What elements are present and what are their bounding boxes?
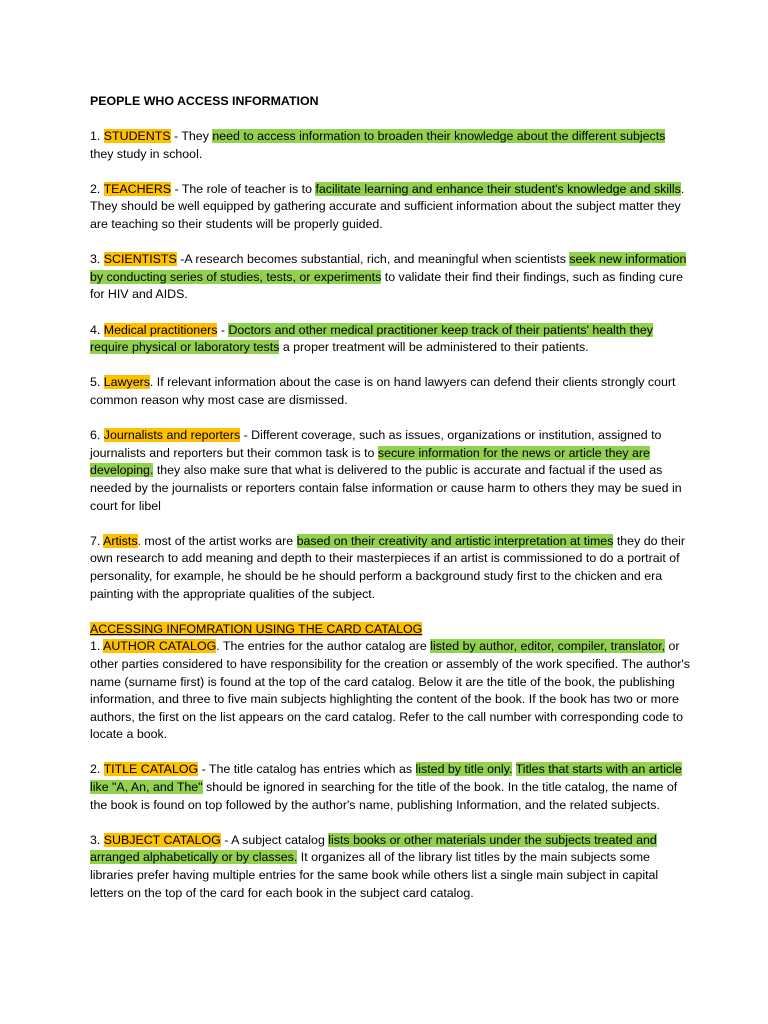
text-run: 2. [90, 762, 104, 777]
text-run: . If relevant information about the case is on hand lawyers can defend their clients strongly court common reason why most case are dismissed. [90, 375, 676, 407]
text-run: or other parties considered to have responsibility for the creation or assembly of the work specified. The author's name (surname first) is found at the top of the card catalog. Below it are the title of the book, the publishing information, and three to five main subjects highlighting the content of the book. If the book has two or more authors, the first on the list appears on the card catalog. Refer to the call number with corresponding code to locate a book. [90, 639, 690, 742]
text-run: 2. [90, 181, 104, 196]
highlighted-phrase: lists books or other materials under the subjects treated and arranged alphabetically or by classes. [90, 832, 657, 865]
text-run: - The role of teacher is to [171, 181, 316, 196]
text-run: It organizes all of the library list titles by the main subjects some libraries prefer having multiple entries for the same book while others list a single main subject in capital letters on the top of the card for each book in the subject card catalog. [90, 850, 659, 900]
highlighted-keyword: SCIENTISTS [103, 252, 177, 267]
paragraph [90, 181, 690, 234]
text-run: should be ignored in searching for the title of the book. In the title catalog, the name of the book is found on top followed by the author's name, publishing Information, and the related subjects. [90, 780, 678, 812]
text-run: a proper treatment will be administered to their patients. [279, 340, 589, 355]
paragraph [90, 621, 690, 744]
highlighted-keyword: TITLE CATALOG [103, 762, 199, 777]
highlighted-phrase: secure information for the news or article they are developing. [90, 445, 650, 478]
text-run: 6. [90, 428, 104, 443]
paragraph [90, 533, 690, 603]
highlighted-keyword: Medical practitioners [103, 322, 218, 337]
text-run: -A research becomes substantial, rich, and meaningful when scientists [176, 252, 570, 267]
document-body [90, 128, 690, 902]
text-run: - A subject catalog [220, 832, 329, 847]
document-title: PEOPLE WHO ACCESS INFORMATION [90, 94, 319, 108]
text-run: they study in school. [90, 146, 203, 161]
text-run: - The title catalog has entries which as [198, 762, 416, 777]
highlighted-keyword: Lawyers [103, 375, 150, 390]
text-run: 3. [90, 832, 104, 847]
paragraph [90, 427, 690, 515]
paragraph [90, 832, 690, 902]
highlighted-keyword: SUBJECT CATALOG [103, 832, 221, 847]
text-run: 7. [90, 533, 104, 548]
text-run: - They [170, 129, 213, 144]
highlighted-phrase: seek new information by conducting series of studies, tests, or experiments [90, 252, 687, 284]
highlighted-phrase: listed by title only. [415, 762, 513, 777]
text-run: . They should be well equipped by gathering accurate and sufficient information about the subject matter they are teaching so their students will be properly guided. [90, 181, 685, 232]
highlighted-keyword: AUTHOR CATALOG [103, 639, 217, 654]
highlighted-keyword: ACCESSING INFOMRATION USING THE CARD CATALOG [90, 621, 423, 636]
highlighted-phrase: facilitate learning and enhance their student's knowledge and skills [315, 181, 681, 196]
text-run: 4. [90, 322, 104, 337]
text-run: they do their own research to add meaning and depth to their masterpieces if an artist is commissioned to do a portrait of personality, for example, he should be he should perform a background study first to the chicken and era painting with the appropriate qualities of the subject. [90, 533, 686, 601]
paragraph [90, 374, 690, 409]
highlighted-phrase: based on their creativity and artistic interpretation at times [296, 533, 614, 548]
text-run: they also make sure that what is delivered to the public is accurate and factual if the used as needed by the journalists or reporters contain false information or cause harm to others they may be sued in court for libel [90, 463, 682, 513]
text-run: . most of the artist works are [137, 533, 297, 548]
paragraph [90, 322, 690, 357]
paragraph [90, 251, 690, 304]
document-page [90, 93, 690, 920]
paragraph [90, 128, 690, 163]
paragraph [90, 761, 690, 814]
highlighted-keyword: TEACHERS [103, 181, 172, 196]
text-run: - Different coverage, such as issues, organizations or institution, assigned to journalists and reporters but their common task is to [90, 428, 662, 460]
text-run: 1. [90, 129, 104, 144]
highlighted-keyword: Journalists and reporters [103, 428, 241, 443]
text-run: 1. [90, 639, 104, 654]
highlighted-phrase: Doctors and other medical practitioner keep track of their patients' health they require physical or laboratory tests [90, 322, 653, 355]
highlighted-phrase: Titles that starts with an article like "A, An, and The" [90, 762, 682, 795]
text-run: 5. [90, 375, 104, 390]
text-run: to validate their find their findings, such as finding cure for HIV and AIDS. [90, 269, 684, 302]
text-run: 3. [90, 252, 104, 267]
highlighted-keyword: STUDENTS [103, 129, 171, 144]
highlighted-phrase: listed by author, editor, compiler, translator, [430, 639, 666, 654]
text-run: . The entries for the author catalog are [216, 639, 431, 654]
highlighted-keyword: Artists [103, 533, 138, 548]
highlighted-phrase: need to access information to broaden their knowledge about the different subjects [212, 129, 666, 144]
text-run: - [217, 322, 229, 337]
